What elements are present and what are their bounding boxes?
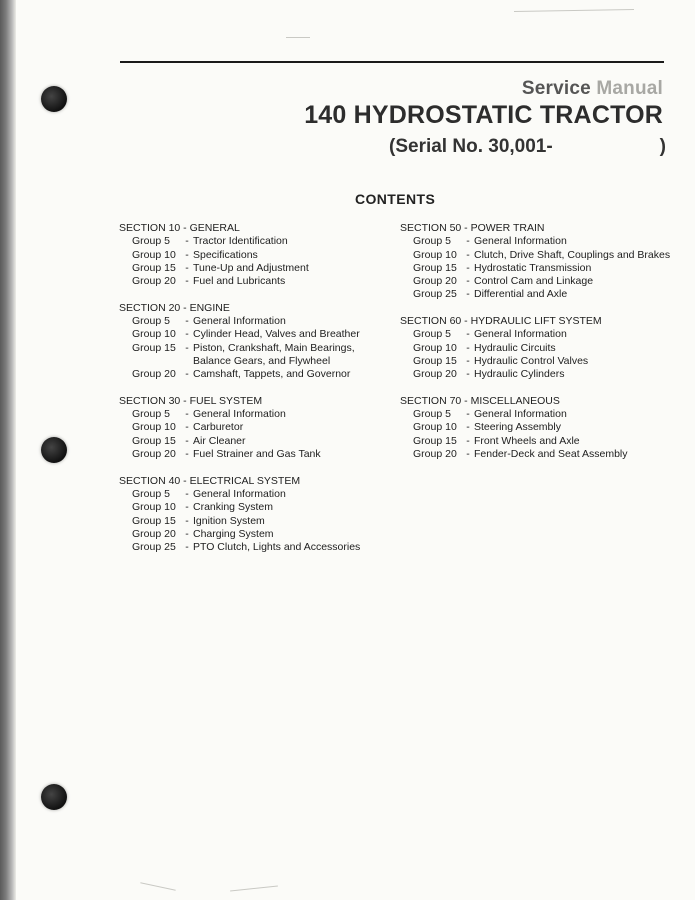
serial-text: (Serial No. 30,001- bbox=[389, 136, 553, 157]
group-title: Control Cam and Linkage bbox=[474, 275, 594, 288]
group-entry bbox=[119, 235, 394, 248]
section-title: SECTION 30 - FUEL SYSTEM bbox=[119, 394, 263, 407]
group-entry bbox=[400, 448, 680, 461]
group-title: Charging System bbox=[193, 527, 274, 540]
group-separator: - bbox=[185, 275, 189, 288]
contents-section bbox=[400, 395, 680, 461]
group-title: Differential and Axle bbox=[474, 288, 568, 301]
group-label: Group 15 bbox=[413, 434, 457, 447]
group-label: Group 10 bbox=[413, 248, 457, 261]
scan-mark bbox=[230, 885, 278, 891]
group-separator: - bbox=[185, 541, 189, 554]
group-separator: - bbox=[185, 514, 189, 527]
group-separator: - bbox=[466, 448, 470, 461]
group-entry bbox=[119, 249, 394, 262]
group-title: Fuel Strainer and Gas Tank bbox=[193, 448, 321, 461]
group-separator: - bbox=[466, 341, 470, 354]
group-separator: - bbox=[185, 368, 189, 381]
scan-mark bbox=[140, 882, 175, 890]
group-label: Group 15 bbox=[132, 514, 176, 527]
group-entry bbox=[119, 368, 394, 381]
punch-hole-middle bbox=[41, 437, 67, 463]
group-separator: - bbox=[466, 354, 470, 367]
group-label: Group 15 bbox=[132, 341, 176, 354]
group-entry bbox=[119, 262, 394, 275]
group-title: Cylinder Head, Valves and Breather bbox=[193, 328, 360, 341]
group-label: Group 20 bbox=[413, 275, 457, 288]
group-title: PTO Clutch, Lights and Accessories bbox=[193, 541, 361, 554]
group-label: Group 5 bbox=[413, 328, 451, 341]
contents-heading: CONTENTS bbox=[355, 191, 436, 207]
group-label: Group 5 bbox=[132, 408, 170, 421]
contents-section bbox=[119, 395, 394, 461]
group-separator: - bbox=[466, 368, 470, 381]
group-label: Group 5 bbox=[413, 235, 451, 248]
group-label: Group 20 bbox=[132, 368, 176, 381]
section-title: SECTION 20 - ENGINE bbox=[119, 301, 230, 314]
group-title: General Information bbox=[474, 328, 567, 341]
group-label: Group 20 bbox=[413, 448, 457, 461]
contents-section bbox=[119, 302, 394, 382]
group-title: Tractor Identification bbox=[193, 235, 288, 248]
group-title: Hydrostatic Transmission bbox=[474, 261, 592, 274]
group-entry bbox=[119, 448, 394, 461]
group-separator: - bbox=[466, 434, 470, 447]
section-title: SECTION 70 - MISCELLANEOUS bbox=[400, 394, 560, 407]
group-separator: - bbox=[185, 408, 189, 421]
group-label: Group 20 bbox=[413, 368, 457, 381]
service-manual-label bbox=[304, 78, 663, 100]
group-title: Piston, Crankshaft, Main Bearings, Balance Gears, and Flywheel bbox=[193, 341, 355, 367]
group-separator: - bbox=[185, 448, 189, 461]
group-separator: - bbox=[185, 248, 189, 261]
group-title: General Information bbox=[193, 487, 286, 500]
section-title: SECTION 40 - ELECTRICAL SYSTEM bbox=[119, 474, 301, 487]
group-entry bbox=[119, 501, 394, 514]
group-label: Group 15 bbox=[413, 261, 457, 274]
group-label: Group 25 bbox=[132, 541, 176, 554]
punch-hole-top bbox=[41, 86, 67, 112]
group-title: Front Wheels and Axle bbox=[474, 434, 580, 447]
contents-section bbox=[119, 222, 394, 288]
group-entry bbox=[119, 275, 394, 288]
group-title: Steering Assembly bbox=[474, 421, 561, 434]
group-title: Hydraulic Circuits bbox=[474, 341, 556, 354]
group-title: Cranking System bbox=[193, 501, 273, 514]
model-title: 140 HYDROSTATIC TRACTOR bbox=[304, 101, 663, 129]
group-entry bbox=[400, 288, 680, 301]
group-entry bbox=[119, 435, 394, 448]
group-title: Camshaft, Tappets, and Governor bbox=[193, 368, 351, 381]
group-label: Group 5 bbox=[413, 408, 451, 421]
group-entry bbox=[400, 342, 680, 355]
group-entry bbox=[119, 342, 394, 369]
group-entry bbox=[400, 262, 680, 275]
group-separator: - bbox=[185, 235, 189, 248]
document-header bbox=[304, 78, 663, 130]
group-label: Group 10 bbox=[132, 248, 176, 261]
group-label: Group 10 bbox=[132, 421, 176, 434]
group-title: Fender-Deck and Seat Assembly bbox=[474, 448, 628, 461]
contents-column-right bbox=[400, 222, 680, 475]
group-entry bbox=[400, 235, 680, 248]
group-entry bbox=[400, 275, 680, 288]
group-separator: - bbox=[185, 434, 189, 447]
group-separator: - bbox=[466, 408, 470, 421]
group-separator: - bbox=[466, 275, 470, 288]
group-entry bbox=[400, 249, 680, 262]
group-entry bbox=[119, 328, 394, 341]
group-entry bbox=[119, 515, 394, 528]
group-separator: - bbox=[466, 328, 470, 341]
service-label: Service bbox=[521, 78, 597, 99]
group-entry bbox=[400, 328, 680, 341]
header-rule bbox=[120, 61, 664, 63]
group-label: Group 10 bbox=[132, 328, 176, 341]
group-entry bbox=[119, 528, 394, 541]
group-separator: - bbox=[466, 261, 470, 274]
serial-close-paren: ) bbox=[659, 136, 666, 157]
contents-column-left bbox=[119, 222, 394, 568]
binding-edge bbox=[0, 0, 16, 900]
group-entry bbox=[400, 408, 680, 421]
group-entry bbox=[400, 368, 680, 381]
group-title: General Information bbox=[474, 408, 567, 421]
group-entry bbox=[400, 355, 680, 368]
scan-mark bbox=[286, 37, 310, 38]
group-label: Group 5 bbox=[132, 235, 170, 248]
section-title: SECTION 60 - HYDRAULIC LIFT SYSTEM bbox=[400, 315, 602, 328]
group-title: Clutch, Drive Shaft, Couplings and Brakes bbox=[474, 248, 671, 261]
group-separator: - bbox=[185, 421, 189, 434]
group-label: Group 10 bbox=[132, 501, 176, 514]
group-title: General Information bbox=[193, 315, 286, 328]
serial-number bbox=[389, 136, 666, 158]
contents-section bbox=[400, 222, 680, 302]
group-separator: - bbox=[185, 328, 189, 341]
group-entry bbox=[119, 421, 394, 434]
group-entry bbox=[400, 435, 680, 448]
group-separator: - bbox=[466, 248, 470, 261]
group-label: Group 10 bbox=[413, 341, 457, 354]
group-title: Ignition System bbox=[193, 514, 265, 527]
group-label: Group 20 bbox=[132, 527, 176, 540]
group-title: General Information bbox=[193, 408, 286, 421]
group-title: General Information bbox=[474, 235, 567, 248]
group-separator: - bbox=[185, 315, 189, 328]
manual-label: Manual bbox=[596, 78, 663, 99]
group-label: Group 10 bbox=[413, 421, 457, 434]
group-label: Group 5 bbox=[132, 315, 170, 328]
group-separator: - bbox=[466, 235, 470, 248]
group-label: Group 20 bbox=[132, 275, 176, 288]
group-separator: - bbox=[185, 501, 189, 514]
group-title: Tune-Up and Adjustment bbox=[193, 261, 309, 274]
group-separator: - bbox=[185, 261, 189, 274]
group-entry bbox=[119, 408, 394, 421]
punch-hole-bottom bbox=[41, 784, 67, 810]
group-separator: - bbox=[466, 421, 470, 434]
group-label: Group 15 bbox=[132, 434, 176, 447]
group-entry bbox=[119, 541, 394, 554]
group-title: Hydraulic Control Valves bbox=[474, 354, 589, 367]
group-separator: - bbox=[185, 527, 189, 540]
group-title: Fuel and Lubricants bbox=[193, 275, 286, 288]
group-title: Hydraulic Cylinders bbox=[474, 368, 565, 381]
group-label: Group 5 bbox=[132, 487, 170, 500]
scan-mark bbox=[514, 9, 634, 12]
group-label: Group 25 bbox=[413, 288, 457, 301]
group-entry bbox=[400, 421, 680, 434]
group-entry bbox=[119, 488, 394, 501]
group-label: Group 15 bbox=[413, 354, 457, 367]
group-entry bbox=[119, 315, 394, 328]
group-title: Air Cleaner bbox=[193, 434, 246, 447]
group-title: Carburetor bbox=[193, 421, 244, 434]
contents-section bbox=[119, 475, 394, 555]
section-title: SECTION 10 - GENERAL bbox=[119, 222, 240, 234]
group-separator: - bbox=[466, 288, 470, 301]
contents-section bbox=[400, 315, 680, 381]
group-separator: - bbox=[185, 487, 189, 500]
group-label: Group 20 bbox=[132, 448, 176, 461]
section-title: SECTION 50 - POWER TRAIN bbox=[400, 222, 545, 234]
group-separator: - bbox=[185, 341, 189, 354]
group-label: Group 15 bbox=[132, 261, 176, 274]
group-title: Specifications bbox=[193, 248, 258, 261]
